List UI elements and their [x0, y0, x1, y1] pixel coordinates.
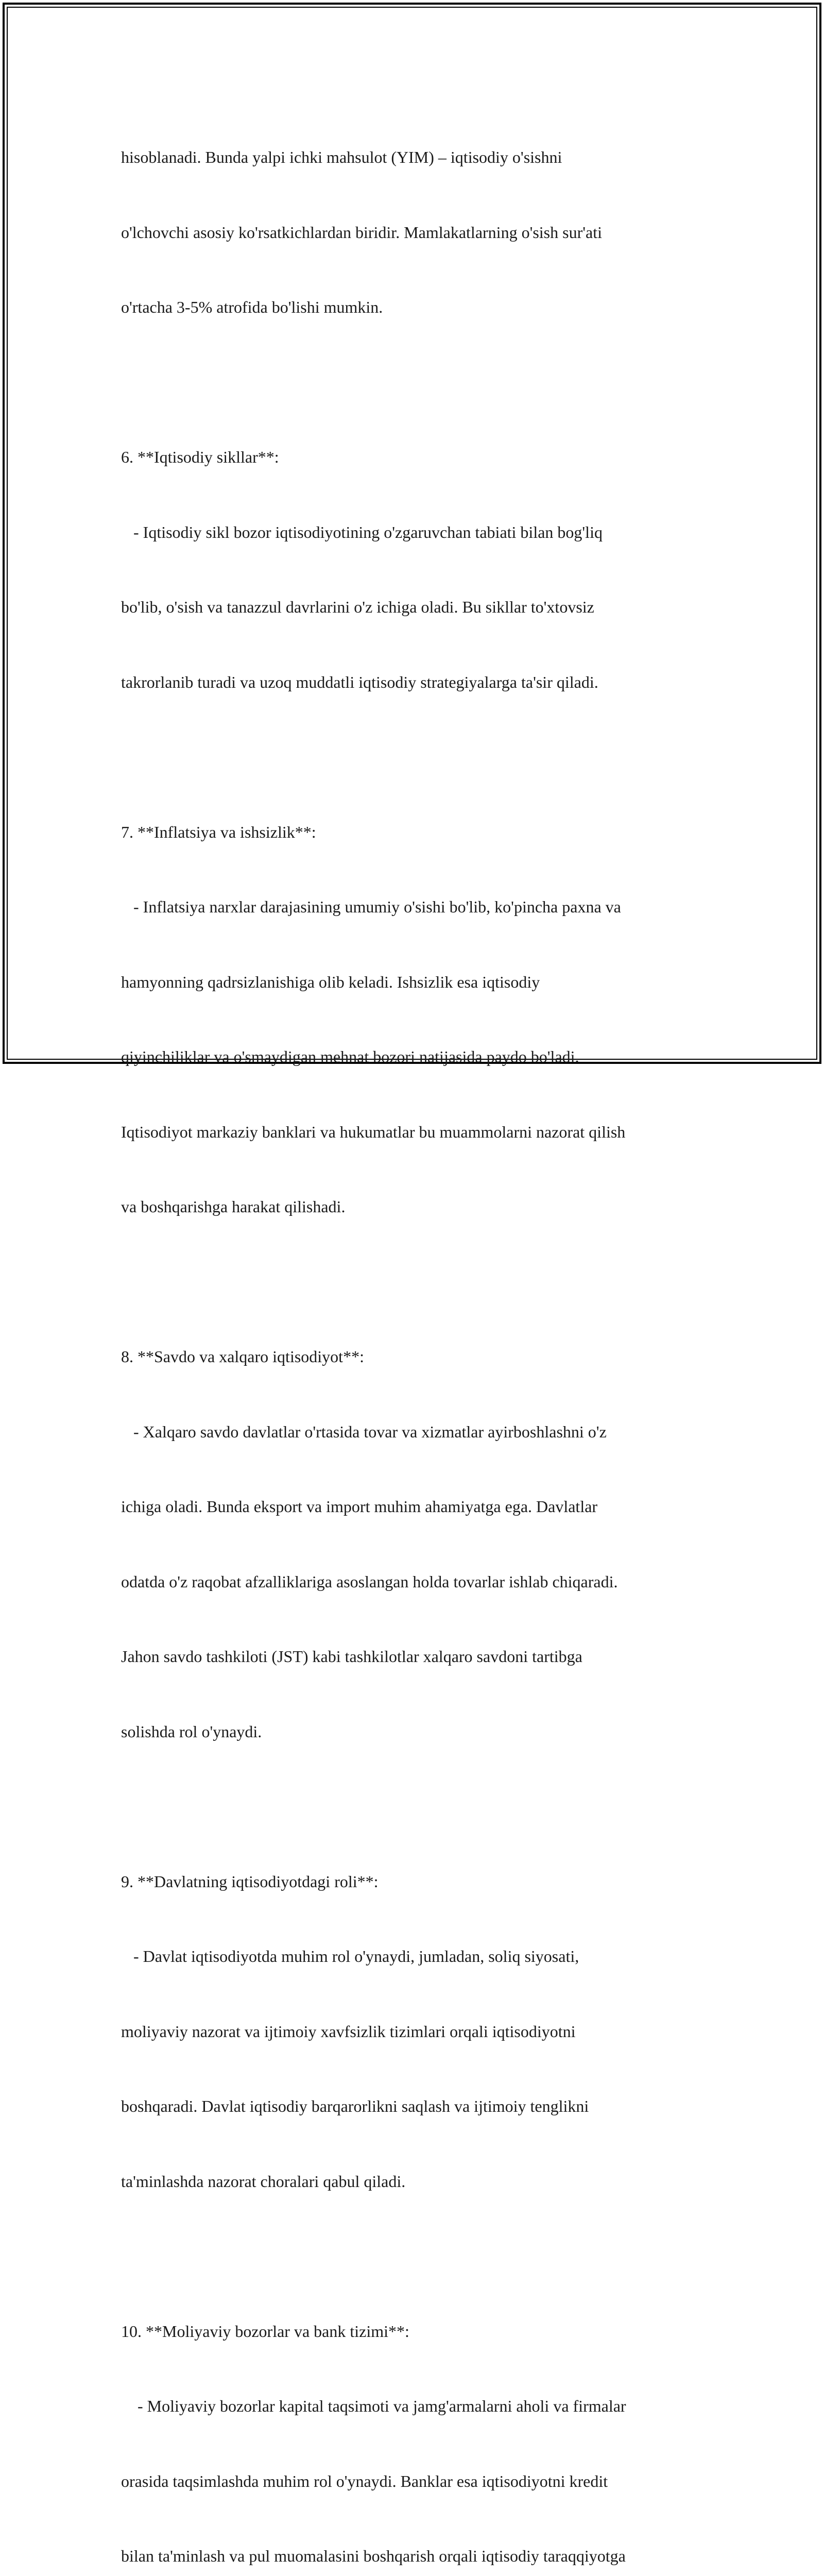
section-moliyaviy-bozorlar — [121, 2269, 718, 2576]
section-heading: 6. **Iqtisodiy sikllar**: — [121, 445, 718, 470]
text-line: bo'lib, o'sish va tanazzul davrlarini o'z ichiga oladi. Bu sikllar to'xtovsiz — [121, 595, 718, 620]
text-line: - Moliyaviy bozorlar kapital taqsimoti va jamg'armalarni aholi va firmalar — [121, 2394, 718, 2419]
text-line: odatda o'z raqobat afzalliklariga asoslangan holda tovarlar ishlab chiqaradi. — [121, 1569, 718, 1595]
section-inflatsiya — [121, 770, 718, 1269]
text-line: orasida taqsimlashda muhim rol o'ynaydi. Banklar esa iqtisodiyotni kredit — [121, 2469, 718, 2494]
text-line: ichiga oladi. Bunda eksport va import muhim ahamiyatga ega. Davlatlar — [121, 1494, 718, 1519]
text-line: solishda rol o'ynaydi. — [121, 1719, 718, 1744]
intro-paragraph — [121, 95, 718, 370]
text-line: Jahon savdo tashkiloti (JST) kabi tashkilotlar xalqaro savdoni tartibga — [121, 1644, 718, 1669]
text-line: hisoblanadi. Bunda yalpi ichki mahsulot (YIM) – iqtisodiy o'sishni — [121, 145, 718, 170]
text-line: qiyinchiliklar va o'smaydigan mehnat bozori natijasida paydo bo'ladi. — [121, 1044, 718, 1070]
document-body — [121, 95, 718, 2576]
text-line: moliyaviy nazorat va ijtimoiy xavfsizlik tizimlari orqali iqtisodiyotni — [121, 2019, 718, 2044]
text-line: - Iqtisodiy sikl bozor iqtisodiyotining o'zgaruvchan tabiati bilan bog'liq — [121, 520, 718, 545]
text-line: ta'minlashda nazorat choralari qabul qiladi. — [121, 2169, 718, 2194]
text-line: - Davlat iqtisodiyotda muhim rol o'ynaydi, jumladan, soliq siyosati, — [121, 1944, 718, 1969]
text-line: bilan ta'minlash va pul muomalasini boshqarish orqali iqtisodiy taraqqiyotga — [121, 2544, 718, 2569]
section-iqtisodiy-sikllar — [121, 395, 718, 744]
text-line: boshqaradi. Davlat iqtisodiy barqarorlikni saqlash va ijtimoiy tenglikni — [121, 2094, 718, 2119]
text-line: o'lchovchi asosiy ko'rsatkichlardan biridir. Mamlakatlarning o'sish sur'ati — [121, 220, 718, 245]
text-line: o'rtacha 3-5% atrofida bo'lishi mumkin. — [121, 295, 718, 320]
text-line: - Inflatsiya narxlar darajasining umumiy o'sishi bo'lib, ko'pincha paxna va — [121, 894, 718, 920]
section-davlat-roli — [121, 1819, 718, 2244]
section-heading: 7. **Inflatsiya va ishsizlik**: — [121, 820, 718, 845]
text-line: - Xalqaro savdo davlatlar o'rtasida tovar va xizmatlar ayirboshlashni o'z — [121, 1419, 718, 1445]
section-heading: 9. **Davlatning iqtisodiyotdagi roli**: — [121, 1869, 718, 1894]
section-savdo — [121, 1294, 718, 1794]
text-line: va boshqarishga harakat qilishadi. — [121, 1194, 718, 1219]
section-heading: 10. **Moliyaviy bozorlar va bank tizimi**: — [121, 2319, 718, 2344]
text-line: takrorlanib turadi va uzoq muddatli iqtisodiy strategiyalarga ta'sir qiladi. — [121, 670, 718, 695]
text-line: hamyonning qadrsizlanishiga olib keladi. Ishsizlik esa iqtisodiy — [121, 970, 718, 995]
text-line: Iqtisodiyot markaziy banklari va hukumatlar bu muammolarni nazorat qilish — [121, 1120, 718, 1145]
section-heading: 8. **Savdo va xalqaro iqtisodiyot**: — [121, 1344, 718, 1369]
